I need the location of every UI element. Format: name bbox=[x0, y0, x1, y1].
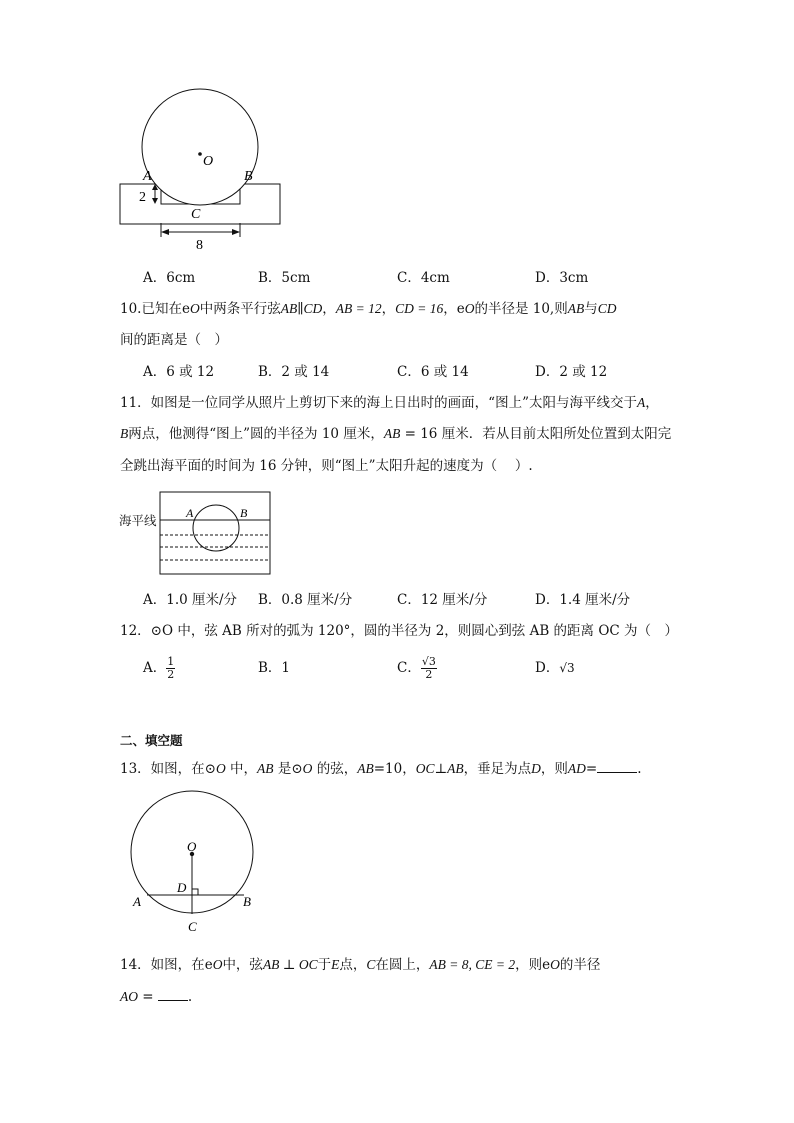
q14-question-line2 bbox=[120, 986, 192, 1007]
photo-frame bbox=[160, 492, 270, 574]
q13-perp: ⊥ bbox=[434, 761, 448, 777]
q13-text-8: ，则 bbox=[540, 761, 568, 777]
fig-label-a: A bbox=[186, 506, 194, 520]
q13-text-1: 13．如图，在⊙ bbox=[120, 761, 216, 777]
q10-number: 10.已知在 bbox=[120, 301, 182, 317]
label-c: C bbox=[188, 919, 197, 934]
circle-symbol-2: e bbox=[456, 301, 465, 317]
q10-option-a[interactable]: A．6 或 12 bbox=[143, 364, 215, 380]
center-dot bbox=[198, 152, 202, 156]
q10-question bbox=[120, 299, 616, 319]
q12-option-c[interactable] bbox=[397, 650, 437, 686]
circle-symbol: e bbox=[204, 957, 213, 973]
q11-figure bbox=[155, 488, 275, 580]
q11-a: A bbox=[636, 395, 646, 410]
q10-ab-eq: AB = 12 bbox=[335, 301, 382, 316]
frac-numerator: √3 bbox=[421, 655, 436, 668]
dim-8-arrow-left bbox=[161, 229, 169, 235]
q14-e: E bbox=[331, 957, 340, 972]
q13-oc: OC bbox=[415, 761, 435, 776]
q11-comma: ， bbox=[645, 395, 659, 411]
frac-numerator: 1 bbox=[167, 655, 175, 668]
label-c: C bbox=[191, 207, 201, 222]
q13-text-5: =10， bbox=[373, 761, 416, 777]
q13-text-4: 的弦， bbox=[312, 761, 358, 777]
label-a: A bbox=[133, 894, 141, 909]
q13-text-3: 是⊙ bbox=[273, 761, 303, 777]
q12-a-prefix: A． bbox=[143, 660, 167, 676]
q13-ab-3: AB bbox=[447, 761, 464, 776]
q13-question bbox=[120, 758, 642, 779]
q11-b: B bbox=[120, 426, 129, 441]
q14-text-4: 点， bbox=[339, 957, 367, 973]
q9-option-a[interactable]: A．6cm bbox=[143, 270, 196, 286]
q10-text-2: 的半径是 10,则 bbox=[474, 301, 568, 317]
dim-8-arrow-right bbox=[232, 229, 240, 235]
label-o: O bbox=[203, 154, 214, 169]
answer-blank[interactable] bbox=[597, 758, 637, 773]
q12-option-a[interactable] bbox=[143, 652, 175, 684]
sea-level-label: 海平线 bbox=[119, 513, 157, 528]
q14-text-3: 于 bbox=[317, 957, 332, 973]
q10-cd-eq: CD = 16 bbox=[395, 301, 444, 316]
q10-comma-1: ， bbox=[322, 301, 336, 317]
q11-question-line2 bbox=[120, 424, 671, 444]
label-a: A bbox=[143, 169, 152, 184]
q10-text-1: 中两条平行弦 bbox=[199, 301, 281, 317]
q10-o: O bbox=[189, 301, 200, 316]
section-heading-fill-in: 二、填空题 bbox=[120, 733, 183, 748]
q13-ad: AD bbox=[567, 761, 586, 776]
dim-2-arrow-bottom bbox=[152, 198, 158, 204]
label-d: D bbox=[177, 880, 187, 895]
label-2: 2 bbox=[139, 190, 146, 205]
q14-ab-perp-oc: AB ⊥ OC bbox=[262, 957, 318, 972]
q14-equations: AB = 8, CE = 2 bbox=[429, 957, 516, 972]
fraction-one-half bbox=[166, 656, 175, 681]
q10-o-2: O bbox=[464, 301, 475, 316]
q11-text-1: 11．如图是一位同学从照片上剪切下来的海上日出时的画面，“图上”太阳与海平线交于 bbox=[120, 395, 637, 411]
q13-d: D bbox=[531, 761, 541, 776]
label-8: 8 bbox=[196, 238, 203, 253]
q14-period: . bbox=[187, 989, 193, 1005]
wheel-circle bbox=[142, 89, 258, 205]
q13-ab: AB bbox=[257, 761, 274, 776]
q10-question-line2: 间的距离是（ ） bbox=[120, 332, 228, 348]
q14-text-1: 14．如图，在 bbox=[120, 957, 205, 973]
q12-d-value: √3 bbox=[559, 661, 575, 675]
q10-comma-3: ， bbox=[443, 301, 457, 317]
q11-option-d[interactable]: D．1.4 厘米/分 bbox=[535, 592, 631, 608]
fig-label-b: B bbox=[240, 506, 248, 520]
q9-option-d[interactable]: D．3cm bbox=[535, 270, 589, 286]
q10-ab-parallel-cd: AB∥CD bbox=[280, 301, 323, 316]
q12-question: 12．⊙O 中，弦 AB 所对的弧为 120°，圆的半径为 2，则圆心到弦 AB 的距离 OC 为（ ） bbox=[120, 623, 679, 639]
frac-denominator: 2 bbox=[167, 668, 175, 681]
q13-equals: = bbox=[585, 761, 598, 777]
q12-d-prefix: D． bbox=[535, 660, 560, 676]
q14-text-7: 的半径 bbox=[559, 957, 601, 973]
q10-option-d[interactable]: D．2 或 12 bbox=[535, 364, 608, 380]
answer-blank[interactable] bbox=[158, 986, 188, 1001]
q10-comma-2: ， bbox=[381, 301, 396, 317]
q10-ab: AB bbox=[567, 301, 585, 316]
q14-ao: AO bbox=[120, 989, 138, 1004]
circle-symbol: e bbox=[181, 301, 190, 317]
q10-text-3: 与 bbox=[584, 301, 598, 317]
fraction-root3-over-2 bbox=[421, 656, 437, 681]
q11-text-3: = 16 厘米．若从目前太阳所处位置到太阳完 bbox=[400, 426, 672, 442]
q11-option-c[interactable]: C．12 厘米/分 bbox=[397, 592, 488, 608]
q11-option-a[interactable]: A．1.0 厘米/分 bbox=[143, 592, 238, 608]
q11-question-line1 bbox=[120, 393, 659, 413]
q11-text-2: 两点，他测得“图上”圆的半径为 10 厘米， bbox=[128, 426, 384, 442]
label-b: B bbox=[244, 169, 253, 184]
q14-o-2: O bbox=[550, 957, 560, 972]
q10-option-b[interactable]: B．2 或 14 bbox=[258, 364, 330, 380]
q14-equals: = bbox=[138, 989, 158, 1005]
q10-option-c[interactable]: C．6 或 14 bbox=[397, 364, 469, 380]
q13-period: . bbox=[637, 761, 642, 777]
q13-text-2: 中， bbox=[225, 761, 258, 777]
q10-cd: CD bbox=[597, 301, 617, 316]
q14-text-6: ，则 bbox=[515, 957, 543, 973]
frac-denominator: 2 bbox=[425, 668, 433, 681]
q13-figure bbox=[120, 785, 270, 940]
q14-text-5: 在圆上， bbox=[375, 957, 430, 973]
q13-ab-2: AB bbox=[357, 761, 374, 776]
q13-text-7: ，垂足为点 bbox=[463, 761, 532, 777]
q13-o: O bbox=[216, 761, 226, 776]
q14-o: O bbox=[212, 957, 223, 972]
sun-circle bbox=[193, 505, 239, 551]
right-angle-mark bbox=[192, 889, 198, 895]
q11-option-b[interactable]: B．0.8 厘米/分 bbox=[258, 592, 353, 608]
q14-c: C bbox=[366, 957, 376, 972]
q9-option-b[interactable]: B．5cm bbox=[258, 270, 311, 286]
q11-question-line3: 全跳出海平面的时间为 16 分钟，则“图上”太阳升起的速度为（ ）. bbox=[120, 458, 533, 474]
label-o: O bbox=[187, 839, 197, 854]
q13-o-2: O bbox=[302, 761, 313, 776]
q9-figure bbox=[110, 95, 300, 255]
q12-option-d[interactable] bbox=[535, 658, 575, 678]
q14-text-2: 中，弦 bbox=[222, 957, 263, 973]
q12-option-b[interactable]: B．1 bbox=[258, 660, 291, 676]
label-b: B bbox=[243, 894, 251, 909]
q11-ab: AB bbox=[383, 426, 401, 441]
q9-option-c[interactable]: C．4cm bbox=[397, 270, 450, 286]
q14-question-line1 bbox=[120, 955, 600, 975]
circle-symbol-2: e bbox=[542, 957, 551, 973]
q12-c-prefix: C． bbox=[397, 660, 421, 676]
